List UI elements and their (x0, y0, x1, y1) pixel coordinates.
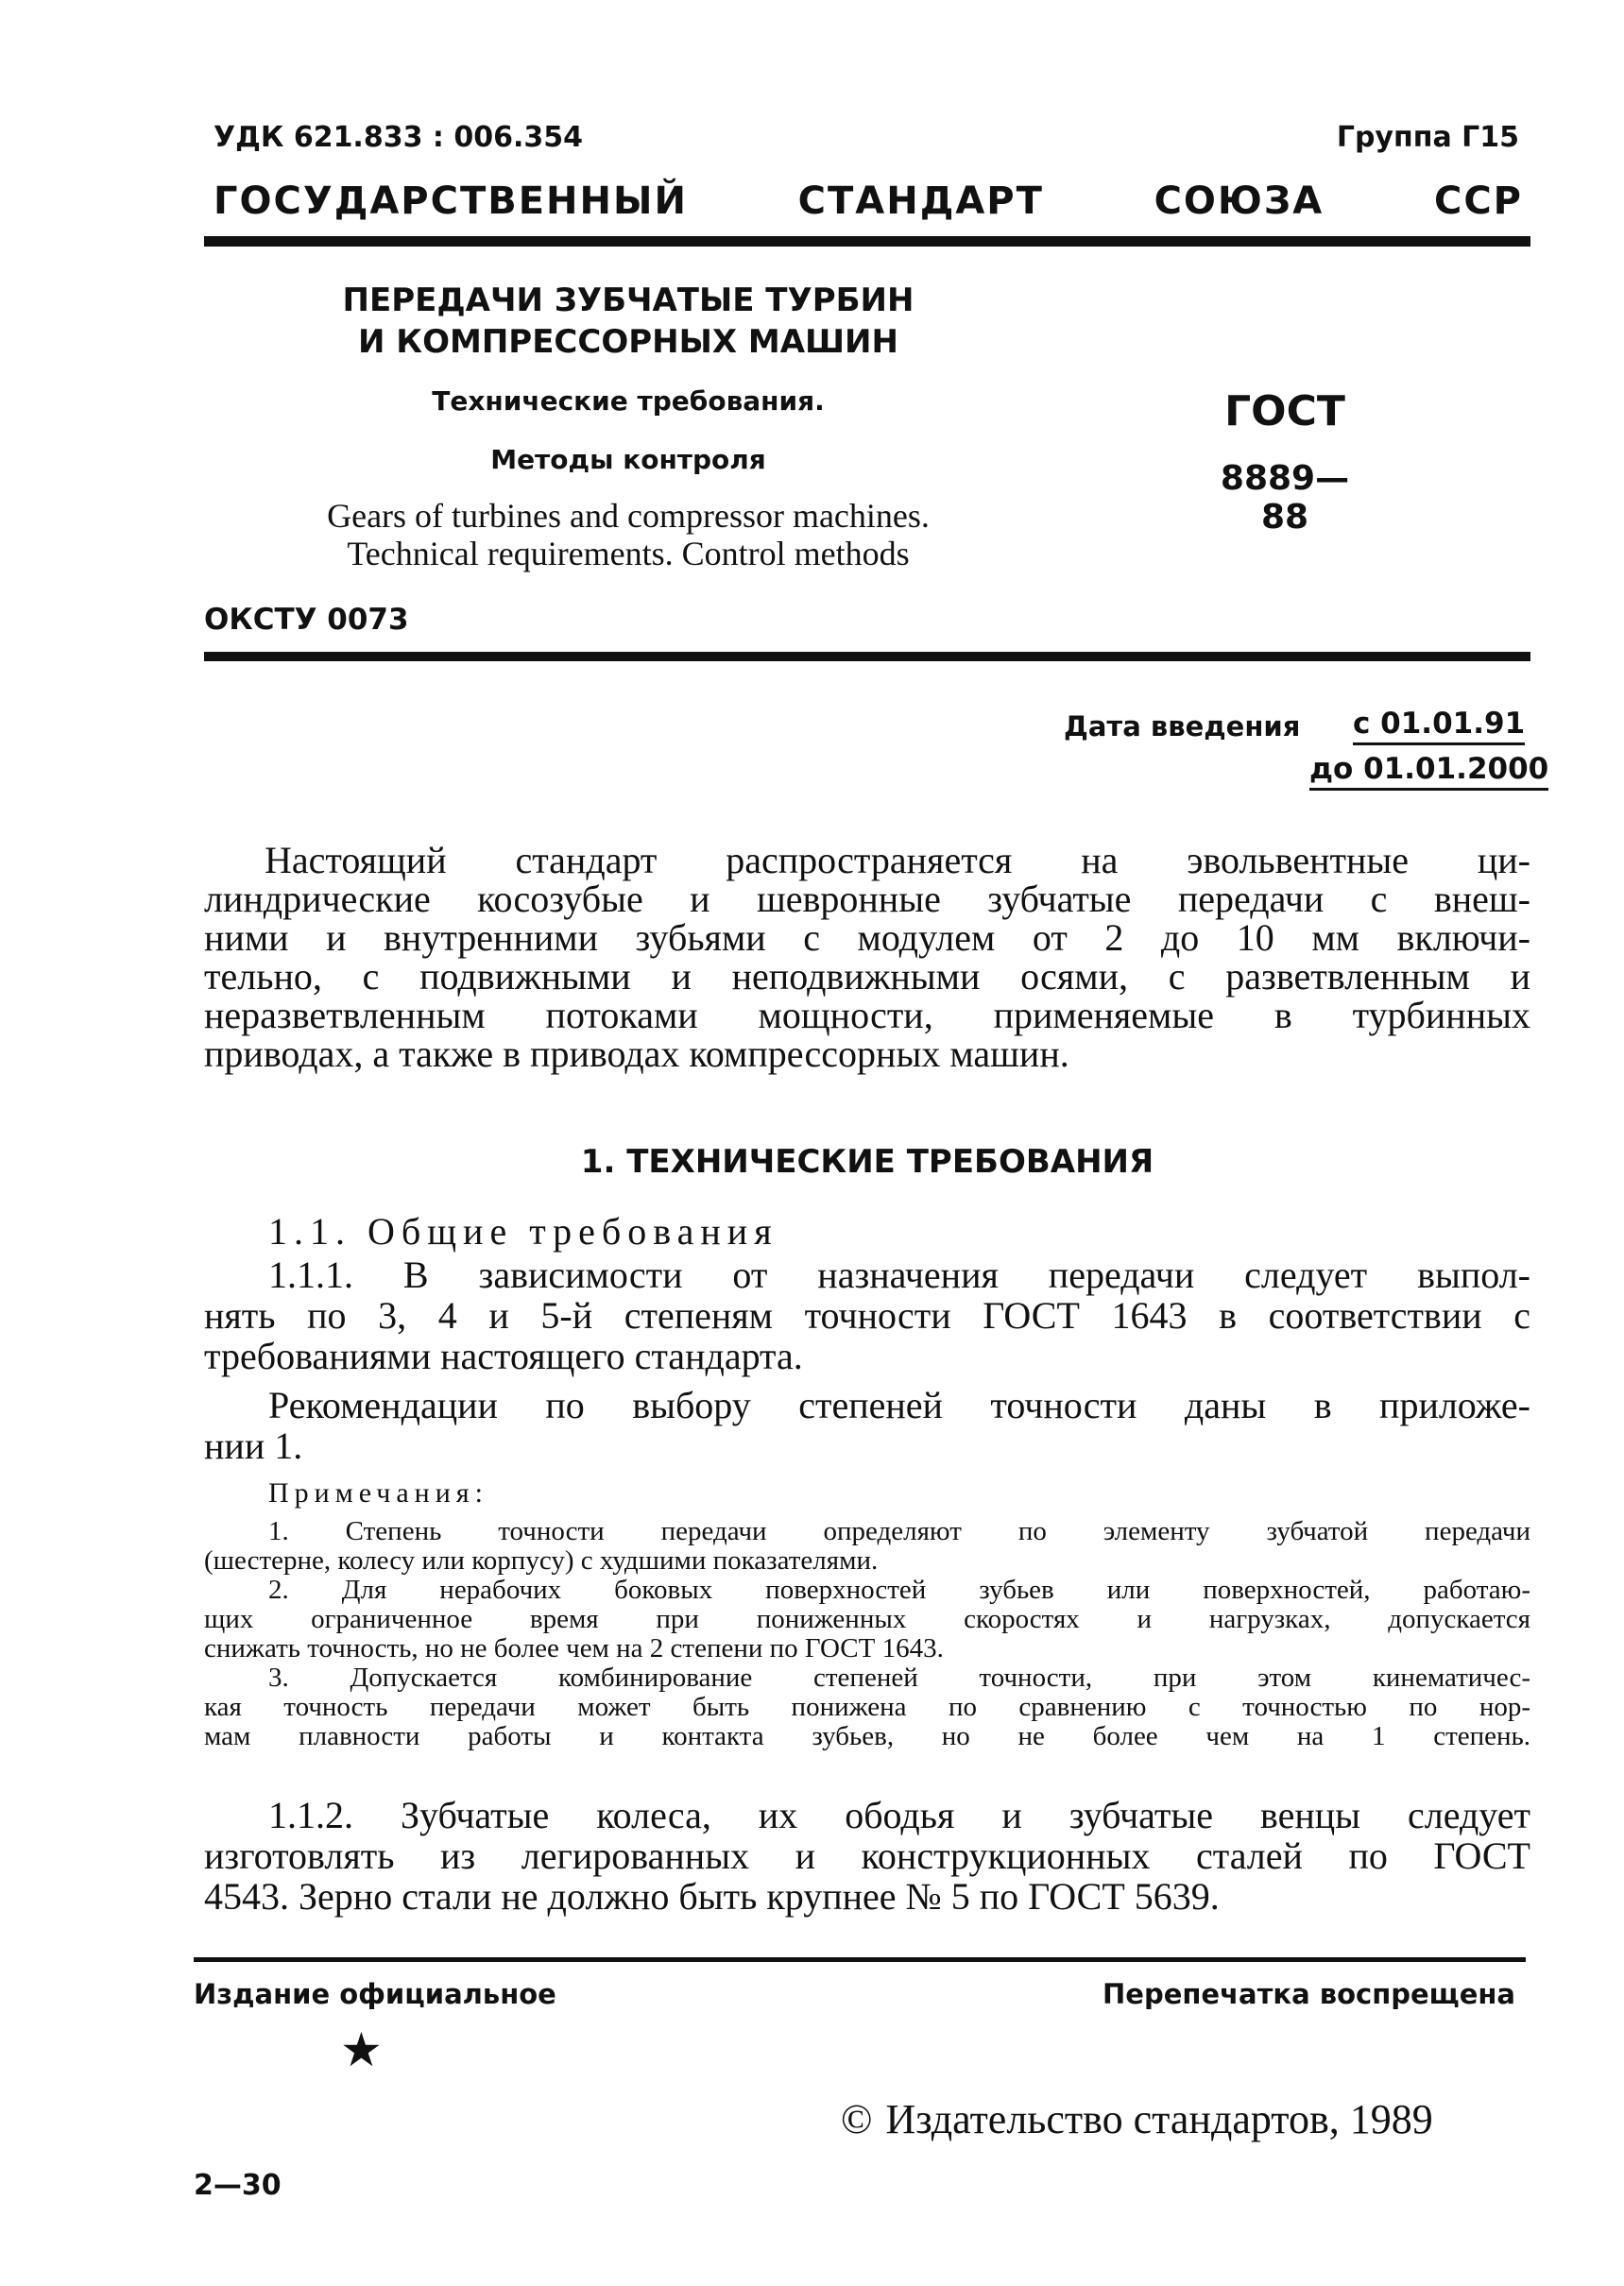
intro-paragraph (204, 841, 1530, 1073)
english-title-line: Technical requirements. Control methods (347, 535, 910, 572)
page-code: 2—30 (194, 2169, 282, 2202)
intro-line: ними и внутренними зубьями с модулем от 2 до 10 мм включи- (204, 916, 1530, 959)
title-line: ПЕРЕДАЧИ ЗУБЧАТЫЕ ТУРБИН (342, 281, 915, 319)
title-line: И КОМПРЕССОРНЫХ МАШИН (358, 323, 898, 361)
clause-line: 4543. Зерно стали не должно быть крупнее № 5 по ГОСТ 5639. (204, 1875, 1220, 1918)
footer-rule (194, 1957, 1526, 1962)
copyright-line (841, 2095, 1433, 2143)
publisher-name: Издательство стандартов, 1989 (885, 2096, 1433, 2142)
note-line: 2. Для нерабочих боковых поверхностей зубьев или поверхностей, работаю- (268, 1575, 1530, 1605)
recommendation-paragraph (204, 1385, 1530, 1466)
clause-1-1-1 (204, 1254, 1530, 1376)
date-label: Дата введения (1064, 710, 1301, 742)
note-line: мам плавности работы и контакта зубьев, но не более чем на 1 степень. (204, 1721, 1530, 1751)
gost-number: 8889—88 (1220, 459, 1350, 537)
gost-label: ГОСТ (1224, 387, 1345, 435)
intro-line: Настоящий стандарт распространяется на эвольвентные ци- (265, 839, 1530, 881)
note-line: (шестерне, колесу или корпусу) с худшими показателями. (204, 1545, 879, 1576)
state-standard-banner: ГОСУДАРСТВЕННЫЙ СТАНДАРТ СОЮЗА ССР (214, 179, 1523, 223)
okstu-code: ОКСТУ 0073 (204, 603, 409, 637)
udk-code: УДК 621.833 : 006.354 (214, 121, 583, 154)
english-title-line: Gears of turbines and compressor machines. (327, 497, 930, 535)
official-edition: Издание официальное (194, 1978, 556, 2010)
note-line: снижать точность, но не более чем на 2 степени по ГОСТ 1643. (204, 1633, 944, 1663)
group-code: Группа Г15 (1336, 121, 1519, 154)
intro-line: неразветвленным потоками мощности, применяемые в турбинных (204, 994, 1530, 1036)
recommendation-line: нии 1. (204, 1424, 303, 1467)
note-line: кая точность передачи может быть понижена по сравнению с точностью по нор- (204, 1692, 1530, 1722)
date-to: до 01.01.2000 (1309, 752, 1548, 791)
intro-line: приводах, а также в приводах компрессорных машин. (204, 1032, 1069, 1075)
title-rule (204, 652, 1530, 661)
section-heading: 1. ТЕХНИЧЕСКИЕ ТРЕБОВАНИЯ (580, 1143, 1154, 1181)
notes-block (204, 1517, 1530, 1751)
note-line: щих ограниченное время при пониженных скоростях и нагрузках, допускается (204, 1604, 1530, 1634)
clause-line: изготовлять из легированных и конструкционных сталей по ГОСТ (204, 1834, 1530, 1877)
header-rule (204, 236, 1530, 247)
clause-line: нять по 3, 4 и 5-й степеням точности ГОСТ 1643 в соответствии с (204, 1294, 1530, 1337)
recommendation-line: Рекомендации по выбору степеней точности даны в приложе- (268, 1384, 1530, 1426)
document-title (312, 280, 945, 363)
copyright-icon: © (841, 2096, 873, 2142)
clause-line: 1.1.1. В зависимости от назначения передачи следует выпол- (268, 1254, 1530, 1296)
star-icon: ★ (340, 2023, 383, 2076)
subsection-heading: 1.1. Общие требования (268, 1210, 778, 1253)
english-title (283, 497, 973, 572)
intro-line: тельно, с подвижными и неподвижными осями, с разветвленным и (204, 955, 1530, 998)
subtitle-requirements: Технические требования. (432, 385, 825, 417)
clause-line: требованиями настоящего стандарта. (204, 1335, 803, 1377)
note-line: 1. Степень точности передачи определяют по элементу зубчатой передачи (268, 1516, 1530, 1546)
clause-line: 1.1.2. Зубчатые колеса, их ободья и зубчатые венцы следует (268, 1794, 1530, 1836)
notes-label: Примечания: (268, 1477, 488, 1509)
note-line: 3. Допускается комбинирование степеней точности, при этом кинематичес- (268, 1663, 1530, 1693)
subtitle-methods: Методы контроля (490, 444, 766, 475)
date-from: с 01.01.91 (1353, 707, 1525, 745)
reprint-prohibited: Перепечатка воспрещена (1103, 1978, 1515, 2010)
clause-1-1-2 (204, 1795, 1530, 1917)
intro-line: линдрические косозубые и шевронные зубчатые передачи с внеш- (204, 878, 1530, 920)
